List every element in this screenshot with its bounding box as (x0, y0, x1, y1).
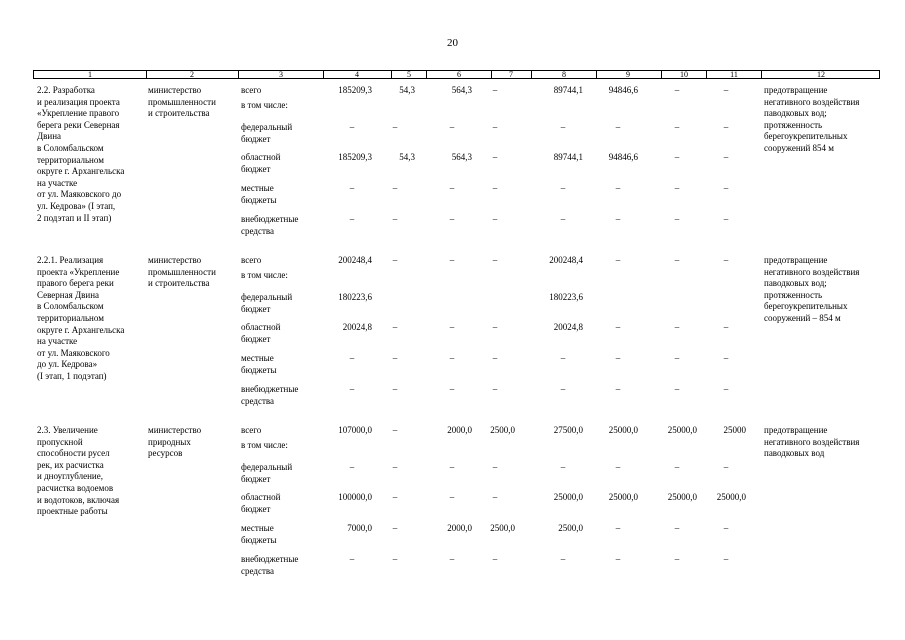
table-cell-value: 89744,1 (553, 85, 583, 95)
table-cell-value: – (449, 353, 455, 363)
funding-source-label: бюджет (241, 303, 271, 314)
measure-name-line: от ул. Маяковского (37, 347, 110, 358)
funding-source-label: бюджеты (241, 364, 277, 375)
measure-name-line: (I этап, 1 подэтап) (37, 371, 107, 381)
table-cell-value: 185209,3 (338, 85, 372, 95)
measure-name-line: в Соломбальском (37, 301, 104, 312)
table-cell-value: – (449, 214, 455, 224)
result-line: протяженность (764, 119, 823, 130)
table-cell-value: – (492, 122, 498, 132)
table-cell-value: – (674, 152, 680, 162)
result-line: негативного воздействия (764, 266, 860, 277)
measure-name-line: и реализация проекта (37, 96, 120, 107)
measure-name-line: на участке (37, 177, 78, 188)
table-cell-value: – (449, 462, 455, 472)
funding-source-label: средства (241, 395, 275, 406)
result-line: негативного воздействия (764, 96, 860, 107)
funding-source-label: бюджет (241, 473, 271, 484)
measure-name-line: 2.2. Разработка (37, 85, 95, 95)
table-cell-value: 25000 (723, 425, 746, 435)
table-cell-value: – (615, 462, 621, 472)
table-cell-value: – (492, 462, 498, 472)
table-cell-value: 100000,0 (338, 492, 372, 502)
table-cell-value: 20024,8 (553, 322, 583, 332)
table-cell-value: – (674, 523, 680, 533)
table-cell-value: 564,3 (451, 85, 472, 95)
table-cell-value: 20024,8 (342, 322, 372, 332)
funding-source-label: федеральный (241, 462, 293, 472)
measure-name-line: на участке (37, 336, 78, 347)
funding-source-label: в том числе: (241, 270, 288, 280)
table-cell-value: – (492, 85, 498, 95)
table-cell-value: – (392, 183, 398, 193)
table-cell-value: 25000,0 (716, 492, 746, 502)
table-cell-value: 25000,0 (608, 492, 638, 502)
table-cell-value: – (392, 322, 398, 332)
table-cell-value: – (492, 255, 498, 265)
measure-name-line: Северная Двина (37, 289, 100, 300)
measure-name-line: и водотоков, включая (37, 494, 120, 505)
table-cell-value: 25000,0 (608, 425, 638, 435)
table-cell-value: – (674, 462, 680, 472)
result-line: негативного воздействия (764, 436, 860, 447)
table-cell-value: – (560, 384, 566, 394)
executor-line: и строительства (148, 108, 210, 119)
funding-source-label: бюджеты (241, 194, 277, 205)
measure-name-line: расчистка водоемов (37, 483, 114, 493)
table-cell-value: – (349, 183, 355, 193)
table-cell-value: 25000,0 (553, 492, 583, 502)
table-cell-value: – (560, 183, 566, 193)
table-cell-value: – (392, 122, 398, 132)
table-cell-value: – (723, 214, 729, 224)
table-cell-value: – (492, 183, 498, 193)
measure-name-line: округе г. Архангельска (37, 324, 125, 335)
table-cell-value: – (615, 183, 621, 193)
executor-line: природных (148, 436, 191, 447)
table-cell-value: – (560, 122, 566, 132)
table-cell-value: – (449, 322, 455, 332)
result-line: паводковых вод (764, 448, 825, 459)
table-cell-value: – (723, 322, 729, 332)
table-cell-value: – (349, 554, 355, 564)
table-cell-value: – (349, 214, 355, 224)
funding-source-label: всего (241, 255, 262, 265)
table-cell-value: – (674, 353, 680, 363)
funding-source-label: средства (241, 225, 275, 236)
table-cell-value: 107000,0 (338, 425, 372, 435)
table-cell-value: – (492, 554, 498, 564)
table-cell-value: – (492, 214, 498, 224)
funding-source-label: в том числе: (241, 100, 288, 110)
table-cell-value: – (492, 492, 498, 502)
table-cell-value: – (392, 462, 398, 472)
table-cell-value: 89744,1 (553, 152, 583, 162)
table-cell-value: – (723, 523, 729, 533)
column-divider (531, 71, 532, 78)
result-line: берегоукрепительных (764, 131, 848, 142)
measure-name-line: берега реки Северная (37, 119, 120, 130)
table-cell-value: – (392, 523, 398, 533)
table-cell-value: – (492, 384, 498, 394)
column-divider (146, 71, 147, 78)
column-divider (323, 71, 324, 78)
table-cell-value: 2000,0 (447, 425, 472, 435)
table-cell-value: 54,3 (399, 152, 415, 162)
table-cell-value: – (674, 384, 680, 394)
result-line: предотвращение (764, 85, 828, 95)
table-cell-value: – (560, 554, 566, 564)
page-number: 20 (447, 37, 458, 49)
executor-line: министерство (148, 255, 202, 265)
funding-source-label: всего (241, 85, 262, 95)
result-line: сооружений – 854 м (764, 313, 841, 323)
measure-name-line: способности русел (37, 448, 110, 459)
table-cell-value: – (723, 255, 729, 265)
table-cell-value: – (723, 122, 729, 132)
table-cell-value: – (723, 384, 729, 394)
column-number-6: 6 (457, 70, 461, 79)
table-cell-value: – (723, 183, 729, 193)
measure-name-line: пропускной (37, 436, 83, 447)
measure-name-line: округе г. Архангельска (37, 166, 125, 177)
measure-name-line: Двина (37, 131, 62, 142)
table-header-row (33, 70, 880, 79)
table-cell-value: – (449, 122, 455, 132)
table-cell-value: – (674, 255, 680, 265)
table-cell-value: 180223,6 (338, 292, 372, 302)
funding-source-label: федеральный (241, 122, 293, 132)
column-number-11: 11 (730, 70, 738, 79)
table-cell-value: 94846,6 (608, 152, 638, 162)
funding-source-label: внебюджетные (241, 554, 299, 564)
funding-source-label: областной (241, 152, 281, 162)
table-cell-value: – (615, 353, 621, 363)
table-cell-value: – (449, 384, 455, 394)
funding-source-label: федеральный (241, 292, 293, 302)
table-cell-value: – (560, 214, 566, 224)
column-number-1: 1 (88, 70, 92, 79)
table-cell-value: – (492, 322, 498, 332)
column-divider (706, 71, 707, 78)
table-cell-value: – (392, 214, 398, 224)
executor-line: министерство (148, 85, 202, 95)
column-number-9: 9 (626, 70, 630, 79)
table-cell-value: 185209,3 (338, 152, 372, 162)
table-cell-value: 25000,0 (667, 492, 697, 502)
table-cell-value: – (392, 353, 398, 363)
table-cell-value: – (392, 255, 398, 265)
measure-name-line: правого берега реки (37, 278, 114, 289)
column-number-5: 5 (407, 70, 411, 79)
funding-source-label: областной (241, 492, 281, 502)
table-cell-value: – (723, 462, 729, 472)
table-cell-value: – (723, 353, 729, 363)
table-cell-value: 2500,0 (490, 523, 515, 533)
column-number-12: 12 (817, 70, 825, 79)
funding-source-label: в том числе: (241, 440, 288, 450)
result-line: берегоукрепительных (764, 301, 848, 312)
table-cell-value: – (492, 353, 498, 363)
table-cell-value: – (615, 214, 621, 224)
table-cell-value: 180223,6 (549, 292, 583, 302)
table-cell-value: 200248,4 (549, 255, 583, 265)
table-cell-value: – (349, 353, 355, 363)
executor-line: и строительства (148, 278, 210, 289)
table-cell-value: – (723, 152, 729, 162)
table-cell-value: – (392, 384, 398, 394)
measure-name-line: ул. Кедрова» (I этап, (37, 201, 116, 211)
table-cell-value: 7000,0 (347, 523, 372, 533)
table-cell-value: – (349, 122, 355, 132)
funding-source-label: всего (241, 425, 262, 435)
funding-source-label: областной (241, 322, 281, 332)
executor-line: министерство (148, 425, 202, 435)
table-cell-value: – (349, 462, 355, 472)
table-cell-value: 27500,0 (553, 425, 583, 435)
table-cell-value: – (349, 384, 355, 394)
result-line: паводковых вод; (764, 278, 827, 289)
table-cell-value: – (392, 425, 398, 435)
column-number-3: 3 (279, 70, 283, 79)
column-number-8: 8 (562, 70, 566, 79)
table-cell-value: – (674, 322, 680, 332)
table-cell-value: – (723, 85, 729, 95)
table-cell-value: – (615, 384, 621, 394)
table-cell-value: – (674, 85, 680, 95)
result-line: сооружений 854 м (764, 143, 834, 153)
measure-name-line: территориальном (37, 154, 104, 165)
table-cell-value: 2000,0 (447, 523, 472, 533)
measure-name-line: от ул. Маяковского до (37, 189, 122, 200)
measure-name-line: территориальном (37, 313, 104, 323)
table-cell-value: – (392, 554, 398, 564)
table-cell-value: – (615, 523, 621, 533)
table-cell-value: – (615, 255, 621, 265)
measure-name-line: 2.3. Увеличение (37, 425, 98, 435)
measure-name-line: проекта «Укрепление (37, 266, 120, 277)
table-cell-value: – (674, 122, 680, 132)
table-cell-value: – (674, 554, 680, 564)
column-number-4: 4 (355, 70, 359, 79)
funding-source-label: местные (241, 353, 274, 363)
column-number-2: 2 (190, 70, 194, 79)
table-cell-value: 2500,0 (558, 523, 583, 533)
table-cell-value: – (449, 492, 455, 502)
measure-name-line: проектные работы (37, 506, 108, 517)
table-cell-value: 94846,6 (608, 85, 638, 95)
table-cell-value: – (723, 554, 729, 564)
table-cell-value: – (560, 462, 566, 472)
measure-name-line: рек, их расчистка (37, 459, 104, 470)
funding-source-label: бюджет (241, 333, 271, 344)
table-cell-value: 2500,0 (490, 425, 515, 435)
measure-name-line: в Соломбальском (37, 143, 104, 153)
column-divider (596, 71, 597, 78)
table-cell-value: 54,3 (399, 85, 415, 95)
funding-source-label: местные (241, 523, 274, 533)
table-cell-value: – (615, 554, 621, 564)
table-cell-value: 25000,0 (667, 425, 697, 435)
result-line: предотвращение (764, 425, 828, 435)
table-cell-value: – (674, 183, 680, 193)
executor-line: промышленности (148, 266, 216, 277)
table-cell-value: – (492, 152, 498, 162)
table-cell-value: – (449, 554, 455, 564)
table-cell-value: 564,3 (451, 152, 472, 162)
funding-source-label: внебюджетные (241, 384, 299, 394)
measure-name-line: до ул. Кедрова» (37, 359, 98, 370)
funding-source-label: местные (241, 183, 274, 193)
result-line: паводковых вод; (764, 108, 827, 119)
table-cell-value: 200248,4 (338, 255, 372, 265)
executor-line: ресурсов (148, 448, 183, 459)
measure-name-line: 2 подэтап и II этап) (37, 212, 112, 223)
column-divider (661, 71, 662, 78)
table-cell-value: – (615, 122, 621, 132)
result-line: протяженность (764, 289, 823, 300)
funding-source-label: бюджет (241, 133, 271, 144)
funding-source-label: бюджет (241, 163, 271, 174)
funding-source-label: бюджет (241, 503, 271, 514)
table-cell-value: – (674, 214, 680, 224)
executor-line: промышленности (148, 96, 216, 107)
funding-source-label: средства (241, 565, 275, 576)
measure-name-line: и дноуглубление, (37, 471, 103, 482)
column-number-7: 7 (509, 70, 513, 79)
funding-source-label: бюджеты (241, 534, 277, 545)
table-cell-value: – (449, 183, 455, 193)
table-cell-value: – (615, 322, 621, 332)
table-cell-value: – (449, 255, 455, 265)
result-line: предотвращение (764, 255, 828, 265)
column-divider (238, 71, 239, 78)
table-cell-value: – (392, 492, 398, 502)
column-divider (761, 71, 762, 78)
measure-name-line: «Укрепление правого (37, 108, 120, 119)
column-number-10: 10 (680, 70, 688, 79)
measure-name-line: 2.2.1. Реализация (37, 255, 104, 265)
funding-source-label: внебюджетные (241, 214, 299, 224)
table-cell-value: – (560, 353, 566, 363)
